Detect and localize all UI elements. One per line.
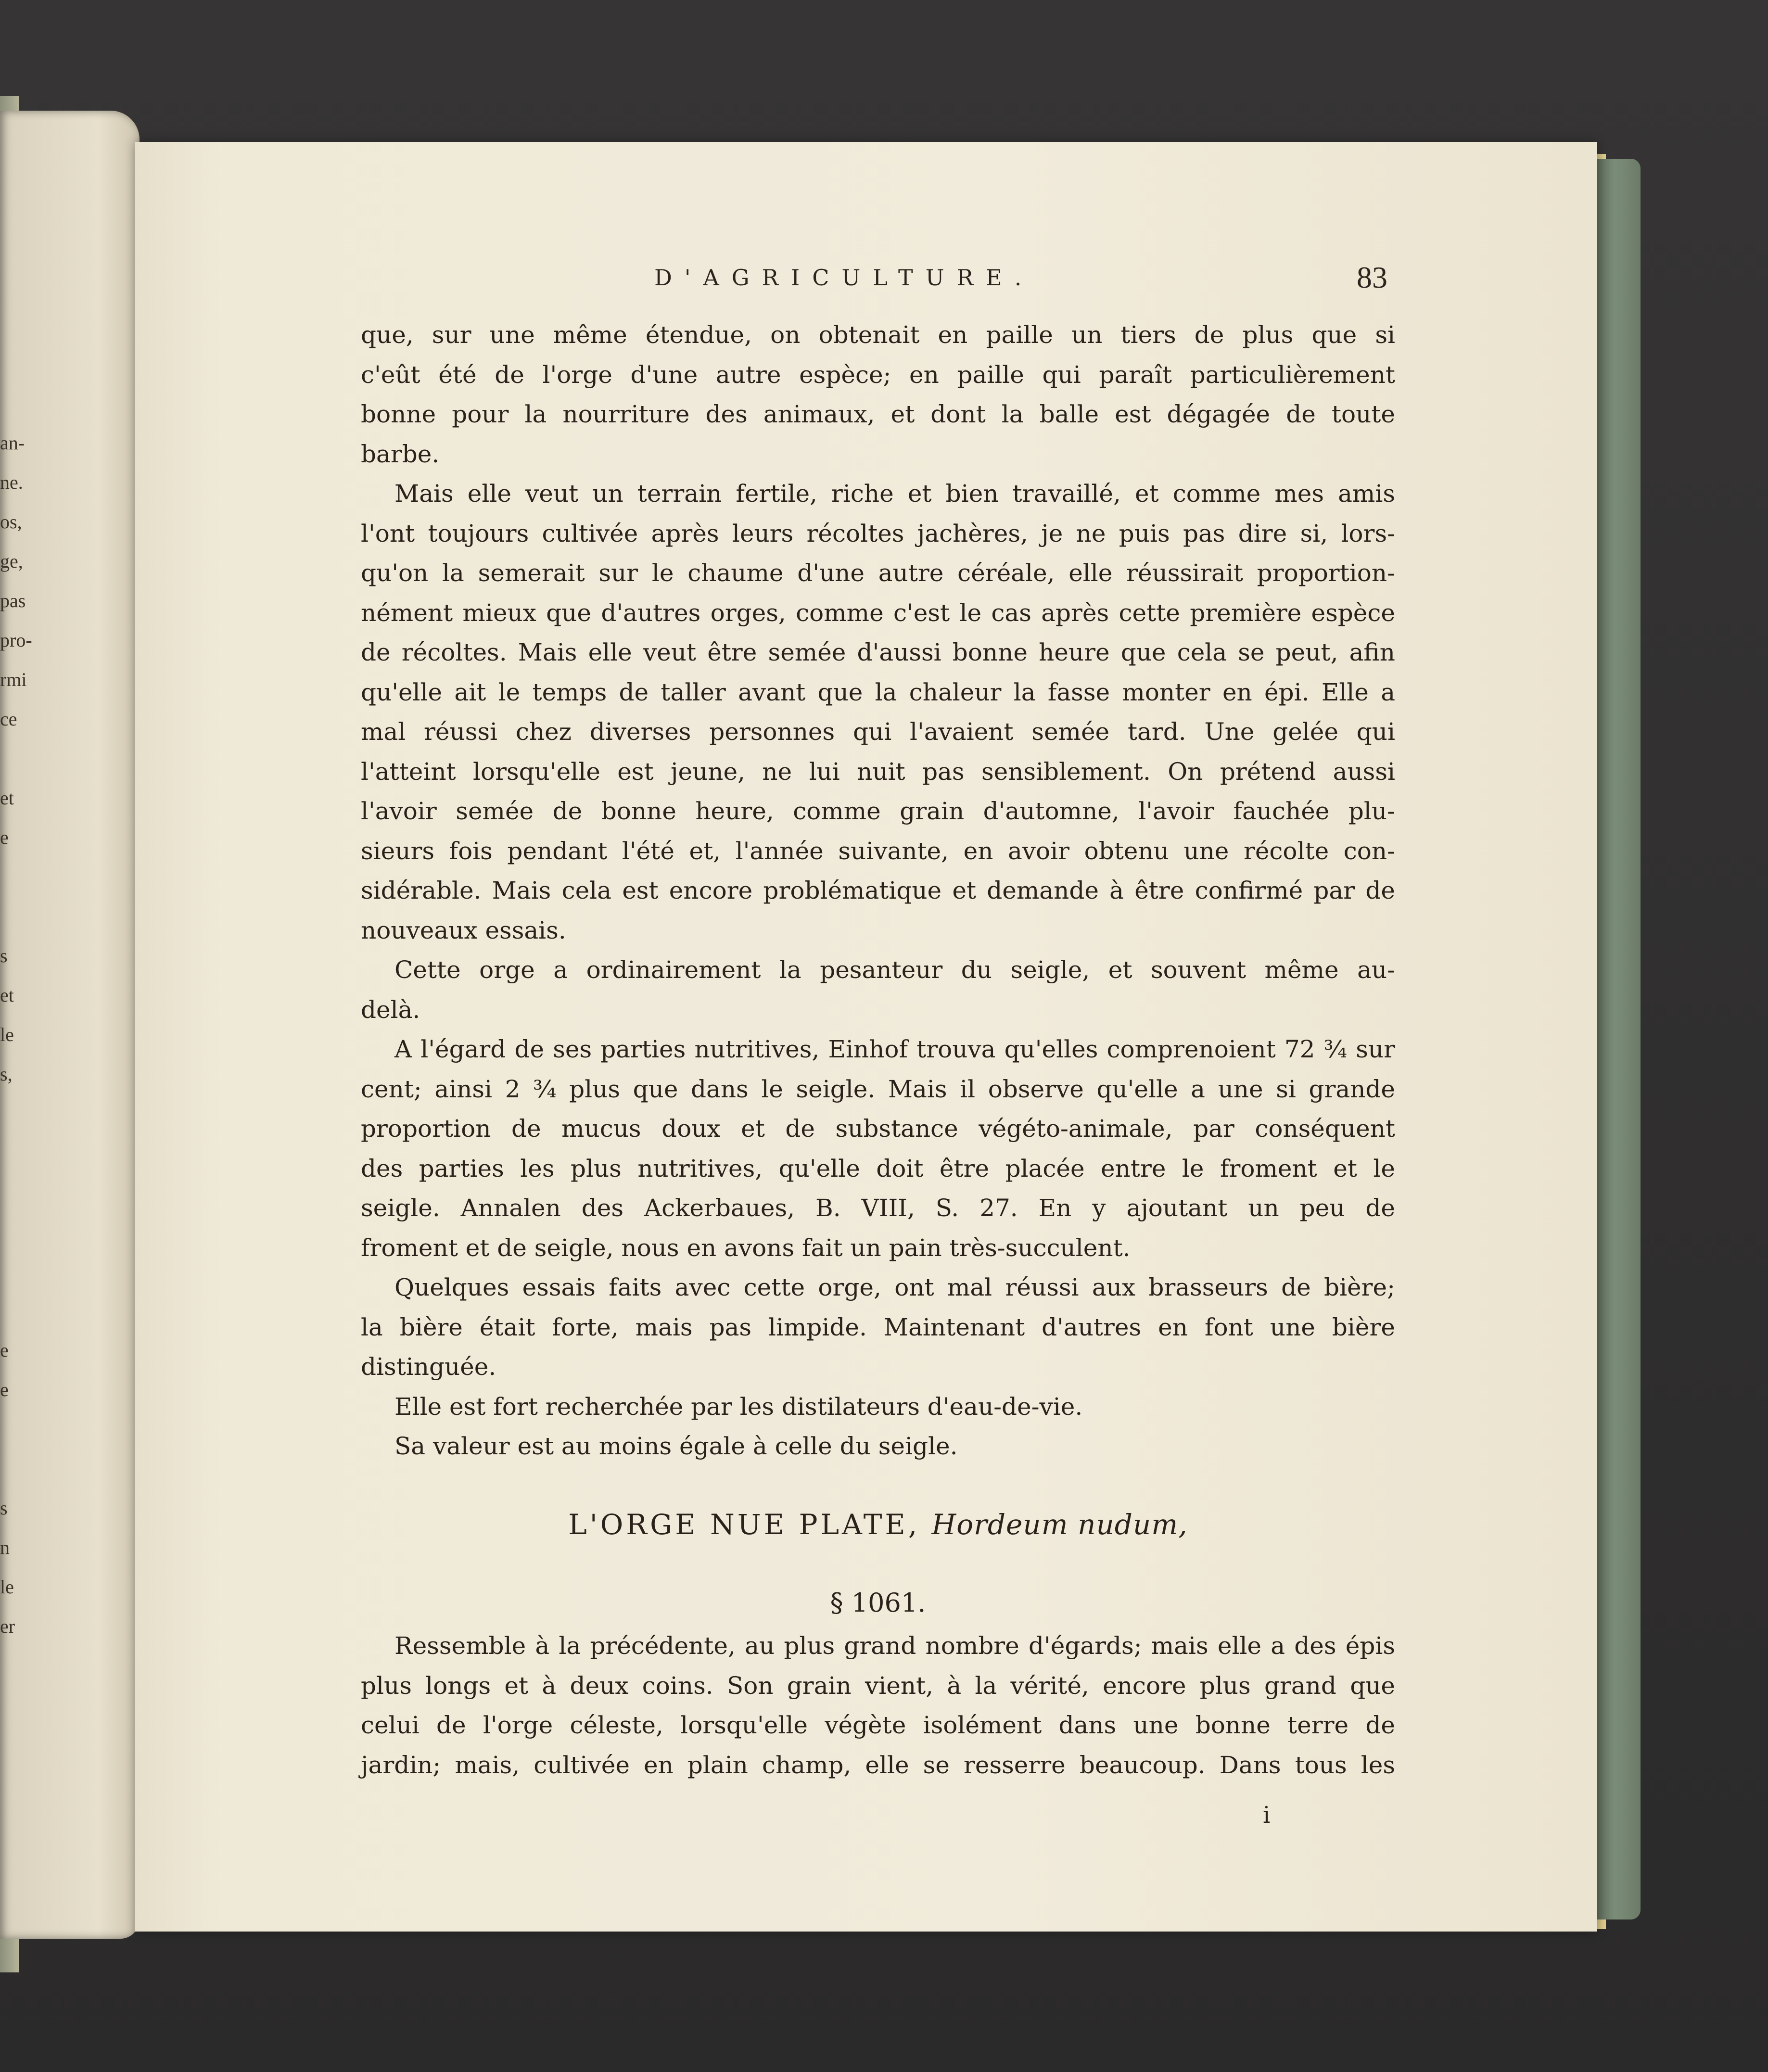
- left-fragment: et: [0, 787, 14, 809]
- left-fragment: er: [0, 1615, 15, 1637]
- left-fragment: [0, 1094, 58, 1133]
- text-line: jardin; mais, cultivée en plain champ, elle se resserre beaucoup. Dans tous les: [361, 1751, 1395, 1779]
- left-page-text-fragments: [0, 423, 58, 1646]
- left-fragment: [0, 1291, 58, 1331]
- left-fragment: pro-: [0, 629, 32, 651]
- text-line: que, sur une même étendue, on obtenait en paille un tiers de plus que si: [361, 321, 1395, 349]
- left-fragment: ge,: [0, 550, 23, 572]
- left-fragment: [0, 1252, 58, 1291]
- running-head: D'AGRICULTURE.: [654, 265, 1034, 291]
- text-line: froment et de seigle, nous en avons fait un pain très-succulent.: [361, 1233, 1131, 1262]
- body-text: [361, 315, 1395, 1466]
- text-line: delà.: [361, 995, 420, 1024]
- left-fragment: [0, 1212, 58, 1252]
- section-body-text: [361, 1626, 1395, 1785]
- text-line: seigle. Annalen des Ackerbaues, B. VIII, S. 27. En y ajoutant un peu de: [361, 1194, 1395, 1222]
- signature-mark: i: [1263, 1802, 1271, 1829]
- text-line: l'ont toujours cultivée après leurs récoltes jachères, je ne puis pas dire si, lors-: [361, 519, 1395, 547]
- text-line: qu'on la semerait sur le chaume d'une autre céréale, elle réussirait proportion-: [361, 559, 1395, 587]
- book-cover-edge: [1597, 159, 1641, 1919]
- page-number: 83: [1357, 260, 1387, 294]
- left-fragment: s: [0, 945, 8, 966]
- left-fragment: le: [0, 1024, 14, 1045]
- text-line: barbe.: [361, 440, 440, 468]
- text-line: Ressemble à la précédente, au plus grand nombre d'égards; mais elle a des épis: [394, 1632, 1395, 1660]
- text-line: plus longs et à deux coins. Son grain vient, à la vérité, encore plus grand que: [361, 1671, 1395, 1700]
- left-fragment: e: [0, 1339, 9, 1361]
- text-line: A l'égard de ses parties nutritives, Einhof trouva qu'elles comprenoient 72 ¾ sur: [394, 1035, 1395, 1063]
- left-fragment: s,: [0, 1063, 13, 1085]
- text-line: la bière était forte, mais pas limpide. Maintenant d'autres en font une bière: [361, 1313, 1395, 1341]
- text-line: mal réussi chez diverses personnes qui l'avaient semée tard. Une gelée qui: [361, 718, 1395, 746]
- section-number: § 1061.: [830, 1588, 926, 1618]
- text-line: Cette orge a ordinairement la pesanteur du seigle, et souvent même au-: [394, 956, 1395, 984]
- text-line: Sa valeur est au moins égale à celle du seigle.: [394, 1432, 958, 1460]
- left-fragment: [0, 897, 58, 936]
- text-line: c'eût été de l'orge d'une autre espèce; en paille qui paraît particulièrement: [361, 360, 1395, 389]
- left-fragment: an-: [0, 432, 25, 454]
- text-line: sieurs fois pendant l'été et, l'année suivante, en avoir obtenu une récolte con-: [361, 837, 1395, 865]
- text-line: nément mieux que d'autres orges, comme c'est le cas après cette première espèce: [361, 598, 1395, 627]
- left-fragment: le: [0, 1576, 14, 1598]
- left-fragment: [0, 1133, 58, 1173]
- left-fragment: ce: [0, 708, 17, 730]
- text-line: Elle est fort recherchée par les distilateurs d'eau-de-vie.: [394, 1392, 1083, 1421]
- text-line: bonne pour la nourriture des animaux, et dont la balle est dégagée de toute: [361, 400, 1395, 428]
- left-fragment: s: [0, 1497, 8, 1519]
- left-fragment: [0, 1449, 58, 1488]
- text-line: sidérable. Mais cela est encore problématique et demande à être confirmé par de: [361, 877, 1395, 904]
- left-fragment: e: [0, 1379, 9, 1400]
- left-fragment: pas: [0, 590, 26, 611]
- text-line: nouveaux essais.: [361, 916, 566, 944]
- text-line: celui de l'orge céleste, lorsqu'elle végète isolément dans une bonne terre de: [361, 1711, 1395, 1739]
- text-line: proportion de mucus doux et de substance végéto-animale, par conséquent: [361, 1115, 1395, 1143]
- left-fragment: [0, 739, 58, 778]
- text-line: cent; ainsi 2 ¾ plus que dans le seigle. Mais il observe qu'elle a une si grande: [361, 1075, 1395, 1103]
- left-fragment: et: [0, 984, 14, 1006]
- page-header: [654, 260, 1405, 303]
- left-fragment: n: [0, 1537, 10, 1558]
- text-line: distinguée.: [361, 1353, 496, 1381]
- text-line: des parties les plus nutritives, qu'elle doit être placée entre le froment et le: [361, 1154, 1395, 1182]
- left-fragment: [0, 1410, 58, 1449]
- text-line: l'atteint lorsqu'elle est jeune, ne lui nuit pas sensiblement. On prétend aussi: [361, 757, 1395, 786]
- text-line: de récoltes. Mais elle veut être semée d'aussi bonne heure que cela se peut, afin: [361, 638, 1395, 666]
- section-title-latin: Hordeum nudum,: [931, 1508, 1188, 1541]
- text-line: Quelques essais faits avec cette orge, ont mal réussi aux brasseurs de bière;: [394, 1273, 1395, 1301]
- left-fragment: e: [0, 826, 9, 848]
- left-fragment: ne.: [0, 471, 23, 493]
- left-fragment: os,: [0, 511, 22, 533]
- text-line: Mais elle veut un terrain fertile, riche et bien travaillé, et comme mes amis: [394, 480, 1395, 508]
- section-title-french: L'ORGE NUE PLATE,: [568, 1508, 920, 1541]
- text-line: qu'elle ait le temps de taller avant que la chaleur la fasse monter en épi. Elle a: [361, 678, 1395, 706]
- left-fragment: [0, 857, 58, 897]
- section-title: [361, 1508, 1395, 1541]
- text-line: l'avoir semée de bonne heure, comme grain d'automne, l'avoir fauchée plu-: [361, 797, 1395, 825]
- left-fragment: rmi: [0, 669, 27, 690]
- left-fragment: [0, 1173, 58, 1212]
